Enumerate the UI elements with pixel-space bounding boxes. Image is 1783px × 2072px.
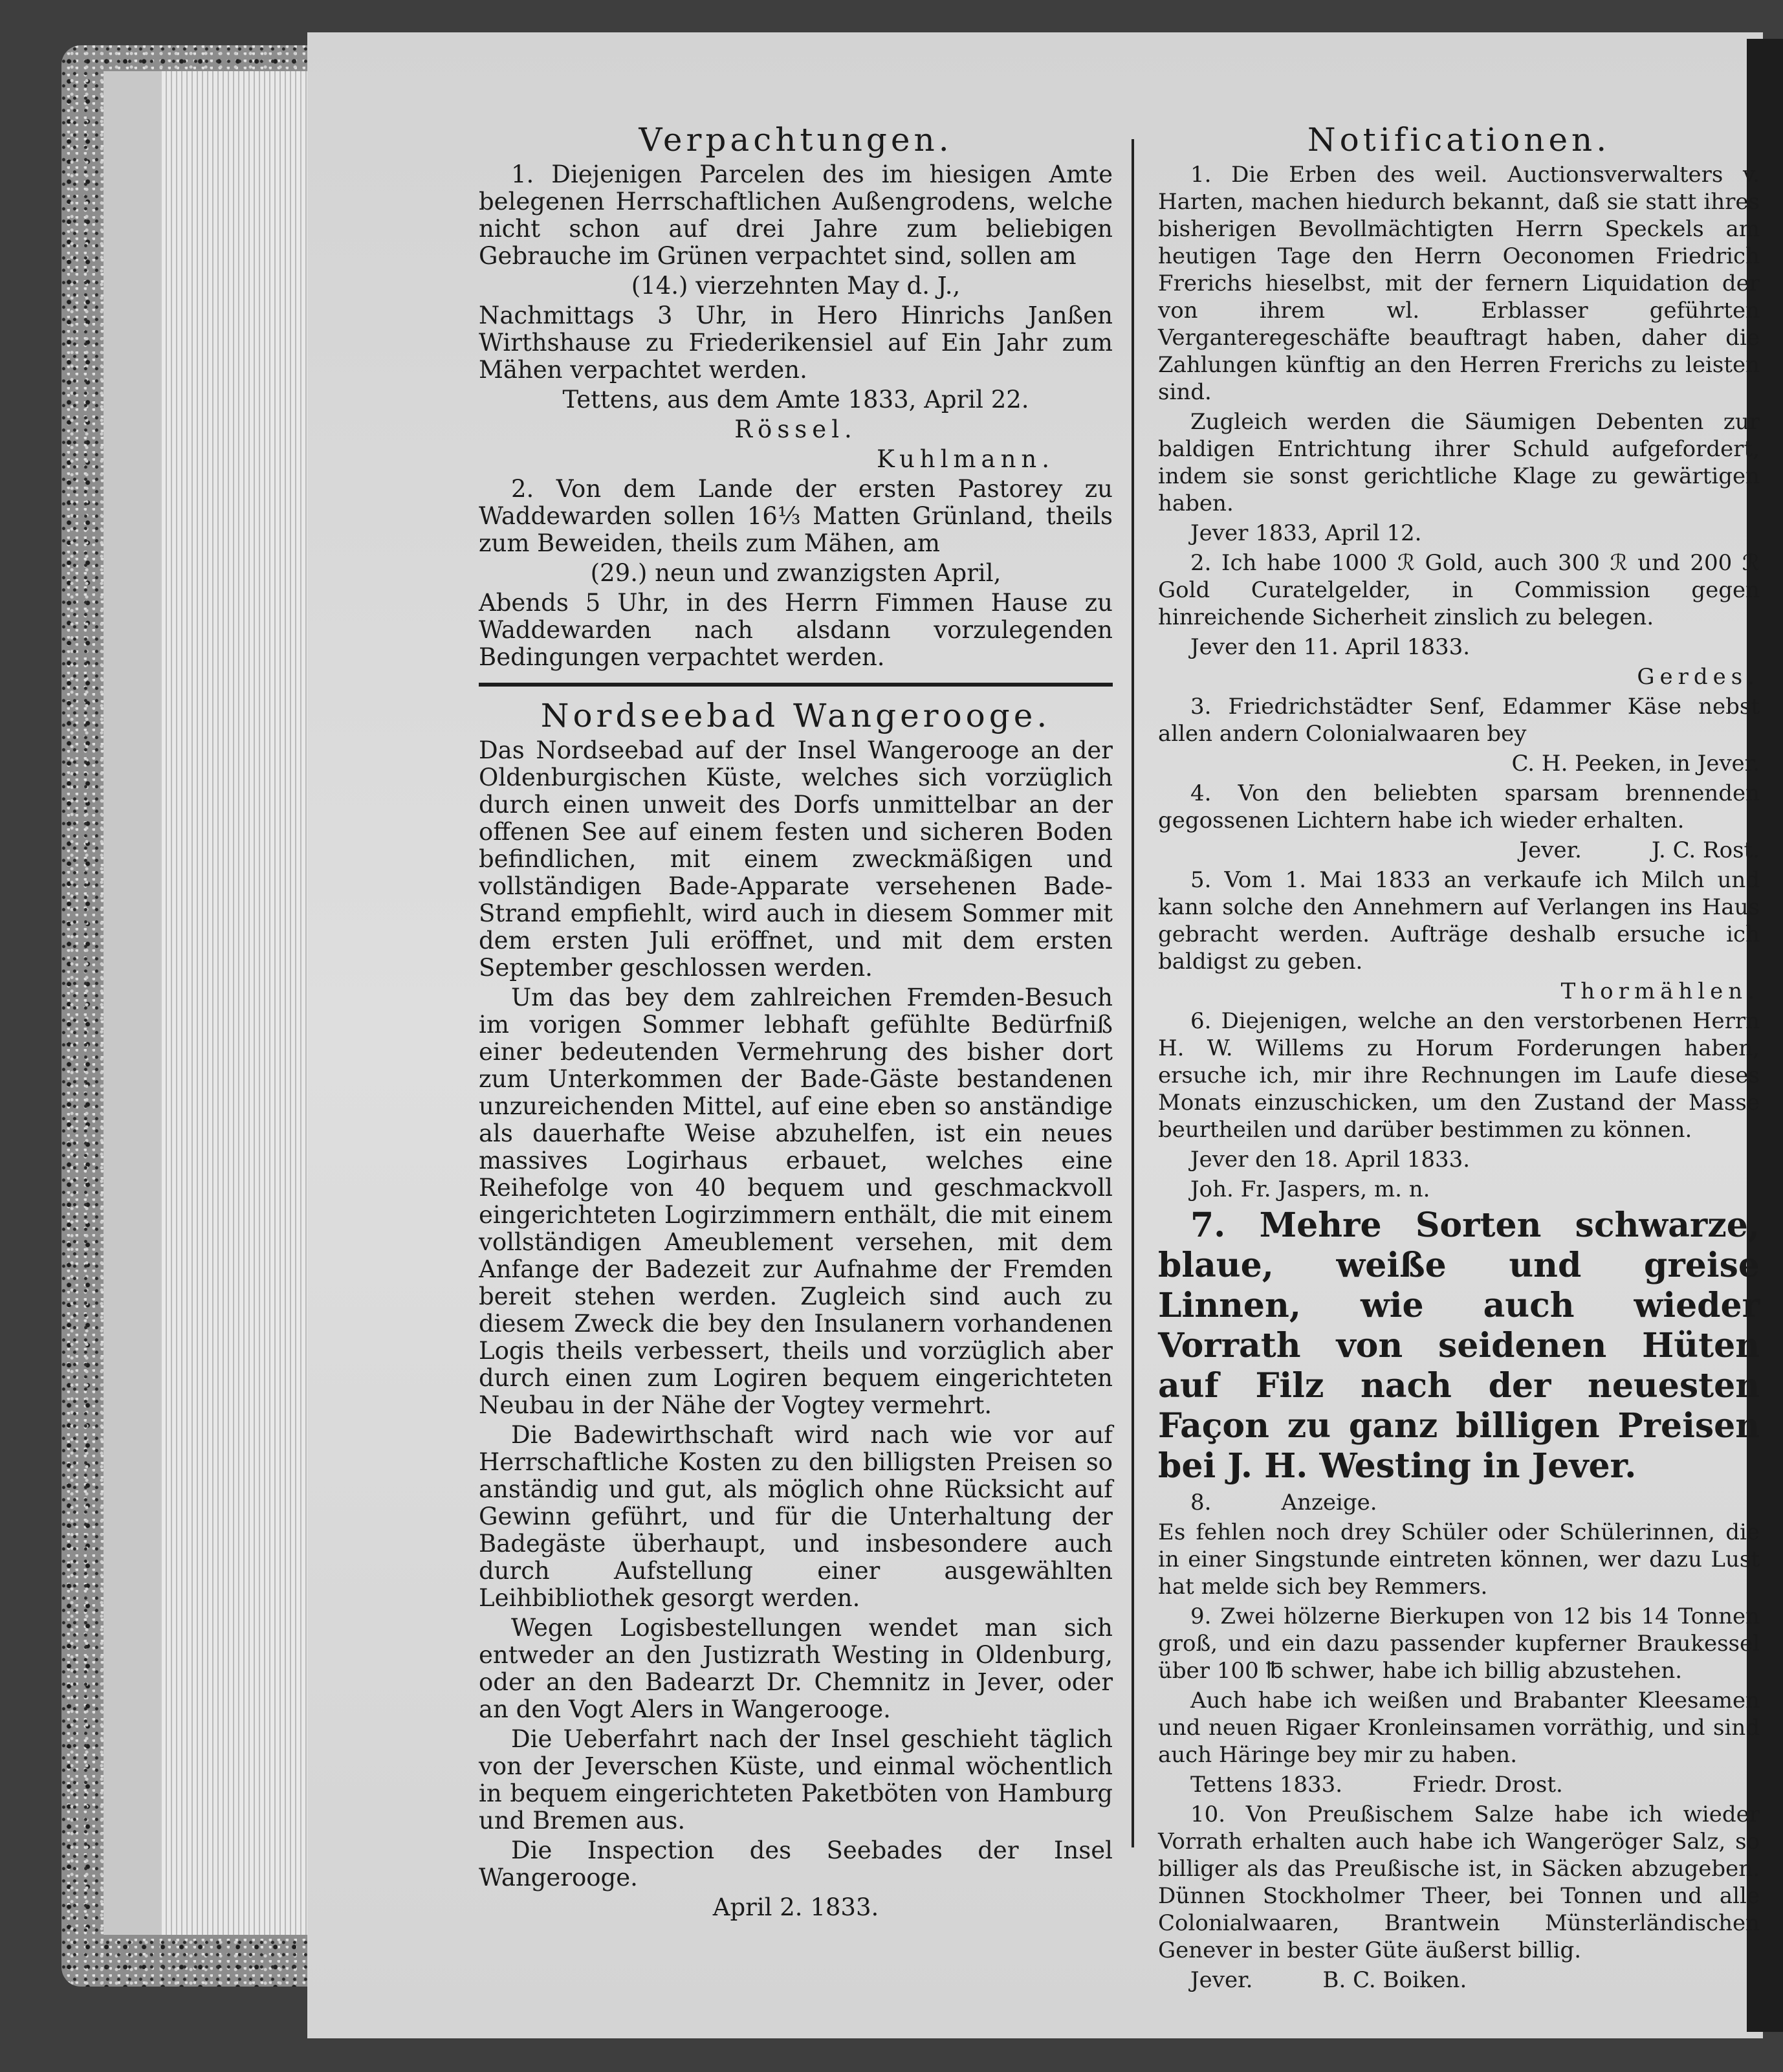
bath-paragraph-1: Das Nordseebad auf der Insel Wangerooge an der Oldenburgischen Küste, welches sich vorzüglich durch einen unweit des Dorfs unmittelbar an der offenen See auf einem festen und sicheren Boden befindlichen, mit einem zweckmäßigen und vollständigen Bade-Apparate versehenen Bade-Strand empfiehlt, wird auch in diesem Sommer mit dem ersten Juli eröffnet, und mit dem ersten September geschlossen werden.	[479, 736, 1113, 982]
heading-verpachtungen: Verpachtungen.	[639, 121, 953, 159]
section-rule	[479, 683, 1113, 687]
page-edges	[162, 71, 311, 1935]
notice-r10-text: 10. Von Preußischem Salze habe ich wieder Vorrath erhalten auch habe ich Wangeröger Salz, so billiger als das Preußische ist, in Säcken abzugeben. Dünnen Stockholmer Theer, bei Tonnen und alle Colonialwaaren, Brantwein Münsterländischen Genever in bester Güte äußerst billig.	[1158, 1802, 1760, 1963]
notice-1-signature-2: Kuhlmann.	[877, 445, 1055, 473]
notice-r10-signature: Jever. B. C. Boiken.	[1190, 1967, 1467, 1993]
notice-r1-date: Jever 1833, April 12.	[1190, 520, 1422, 546]
bath-paragraph-4: Wegen Logisbestellungen wendet man sich entweder an den Justizrath Westing in Oldenburg, oder an den Badearzt Dr. Chemnitz in Jever, oder an den Vogt Alers in Wangerooge.	[479, 1614, 1113, 1723]
notice-r8-heading: 8. Anzeige.	[1190, 1490, 1377, 1515]
notice-r8-text: Es fehlen noch drey Schüler oder Schülerinnen, die in einer Singstunde eintreten können, wer dazu Lust hat melde sich bey Remmers.	[1158, 1519, 1760, 1600]
notice-2-text: 2. Von dem Lande der ersten Pastorey zu Waddewarden sollen 16⅓ Matten Grünland, theils zum Beweiden, theils zum Mähen, am	[479, 475, 1113, 557]
bath-signature: Die Inspection des Seebades der Insel Wangerooge.	[479, 1836, 1113, 1891]
notice-2-rest: Abends 5 Uhr, in des Herrn Fimmen Hause zu Waddewarden nach alsdann vorzulegenden Bedingungen verpachtet werden.	[479, 589, 1113, 671]
notice-r2-date: Jever den 11. April 1833.	[1190, 634, 1471, 660]
bath-paragraph-3: Die Badewirthschaft wird nach wie vor auf Herrschaftliche Kosten zu den billigsten Preisen so anständig und gut, als möglich ohne Rücksicht auf Gewinn geführt, und für die Unterhaltung der Badegäste überhaupt, und insbesondere auch durch Aufstellung einer ausgewählten Leihbibliothek gesorgt werden.	[479, 1421, 1113, 1612]
notice-r3-text: 3. Friedrichstädter Senf, Edammer Käse nebst allen andern Colonialwaaren bey	[1158, 694, 1760, 747]
notice-r1-text-b: Zugleich werden die Säumigen Debenten zur baldigen Entrichtung ihrer Schuld aufgefordert, indem sie sonst gerichtliche Klage zu gewärtigen haben.	[1158, 409, 1760, 516]
notice-r7-text: 7. Mehre Sorten schwarze, blaue, weiße und greise Linnen, wie auch wieder Vorrath von seidenen Hüten auf Filz nach der neuesten Façon zu ganz billigen Preisen bei J. H. Westing in Jever.	[1158, 1206, 1760, 1486]
notice-r2-signature: Gerdes.	[1637, 664, 1760, 690]
left-column	[479, 121, 1113, 1924]
bath-paragraph-2: Um das bey dem zahlreichen Fremden-Besuch im vorigen Sommer lebhaft gefühlte Bedürfniß einer bedeutenden Vermehrung des bisher dort zum Unterkommen der Bade-Gäste bestandenen unzureichenden Mittel, auf eine eben so anständige als dauerhafte Weise abzuhelfen, ist ein neues massives Logirhaus erbauet, welches eine Reihefolge von 40 bequem und geschmackvoll eingerichteten Logirzimmern enthält, die mit einem vollständigen Ameublement versehen, mit dem Anfange der Badezeit zur Aufnahme der Fremden bereit stehen werden. Zugleich sind auch zu diesem Zweck die bey den Insulanern vorhandenen Logis theils verbessert, theils und vorzüglich aber durch einen zum Logiren bequem eingerichteten Neubau in der Nähe der Vogtey vermehrt.	[479, 984, 1113, 1419]
notice-r3-signature: C. H. Peeken, in Jever.	[1511, 751, 1760, 777]
notice-1-signature-1: Rössel.	[734, 415, 857, 443]
notice-1-place: Tettens, aus dem Amte 1833, April 22.	[562, 386, 1029, 413]
notice-2-date: (29.) neun und zwanzigsten April,	[590, 559, 1001, 587]
notice-1-text: 1. Diejenigen Parcelen des im hiesigen Amte belegenen Herrschaftlichen Außengrodens, welche nicht schon auf drei Jahre zum beliebigen Gebrauche im Grünen verpachtet sind, sollen am	[479, 160, 1113, 270]
notice-r6-text: 6. Diejenigen, welche an den verstorbenen Herrn H. W. Willems zu Horum Forderungen haben, ersuche ich, mir ihre Rechnungen im Laufe dieses Monats einzuschicken, um den Zustand der Masse beurtheilen und darüber bestimmen zu können.	[1158, 1008, 1760, 1143]
notice-r9-text-b: Auch habe ich weißen und Brabanter Kleesamen und neuen Rigaer Kronleinsamen vorräthig, und sind auch Häringe bey mir zu haben.	[1158, 1688, 1760, 1768]
notice-r6-date: Jever den 18. April 1833.	[1190, 1147, 1471, 1173]
heading-nordseebad: Nordseebad Wangerooge.	[540, 697, 1051, 734]
notice-r2-text: 2. Ich habe 1000 ℛ Gold, auch 300 ℛ und 200 ℛ Gold Curatelgelder, in Commission gegen hinreichende Sicherheit zinslich zu belegen.	[1158, 550, 1760, 630]
notice-r4-signature: Jever. J. C. Rost.	[1519, 837, 1760, 863]
notice-1-date: (14.) vierzehnten May d. J.,	[631, 272, 961, 300]
right-column	[1158, 121, 1760, 1996]
notice-r4-text: 4. Von den beliebten sparsam brennenden gegossenen Lichtern habe ich wieder erhalten.	[1158, 780, 1760, 833]
heading-notificationen: Notificationen.	[1307, 121, 1611, 159]
notice-1-rest: Nachmittags 3 Uhr, in Hero Hinrichs Janßen Wirthshause zu Friederikensiel auf Ein Jahr zum Mähen verpachtet werden.	[479, 302, 1113, 384]
notice-r5-signature: Thormählen.	[1560, 978, 1760, 1004]
notice-r1-text: 1. Die Erben des weil. Auctionsverwalters v. Harten, machen hiedurch bekannt, daß sie statt ihres bisherigen Bevollmächtigten Herrn Speckels am heutigen Tage den Herrn Oeconomen Friedrich Frerichs hieselbst, mit der fernern Liquidation der von ihrem wl. Erblasser geführten Verganteregeschäfte beauftragt haben, daher die Zahlungen künftig an den Herren Frerichs zu leisten sind.	[1158, 162, 1760, 405]
notice-r9-text: 9. Zwei hölzerne Bierkupen von 12 bis 14 Tonnen groß, und ein dazu passender kupferner Braukessel über 100 ℔ schwer, habe ich billig abzustehen.	[1158, 1604, 1760, 1684]
bath-paragraph-5: Die Ueberfahrt nach der Insel geschieht täglich von der Jeverschen Küste, und einmal wöchentlich in bequem eingerichteten Paketböten von Hamburg und Bremen aus.	[479, 1725, 1113, 1835]
notice-r6-signature: Joh. Fr. Jaspers, m. n.	[1190, 1176, 1430, 1202]
column-divider	[1132, 139, 1134, 1847]
bath-date: April 2. 1833.	[712, 1893, 879, 1921]
notice-r5-text: 5. Vom 1. Mai 1833 an verkaufe ich Milch und kann solche den Annehmern auf Verlangen ins Haus gebracht werden. Aufträge deshalb ersuche ich baldigst zu geben.	[1158, 867, 1760, 975]
notice-r9-signature: Tettens 1833. Friedr. Drost.	[1190, 1772, 1563, 1798]
